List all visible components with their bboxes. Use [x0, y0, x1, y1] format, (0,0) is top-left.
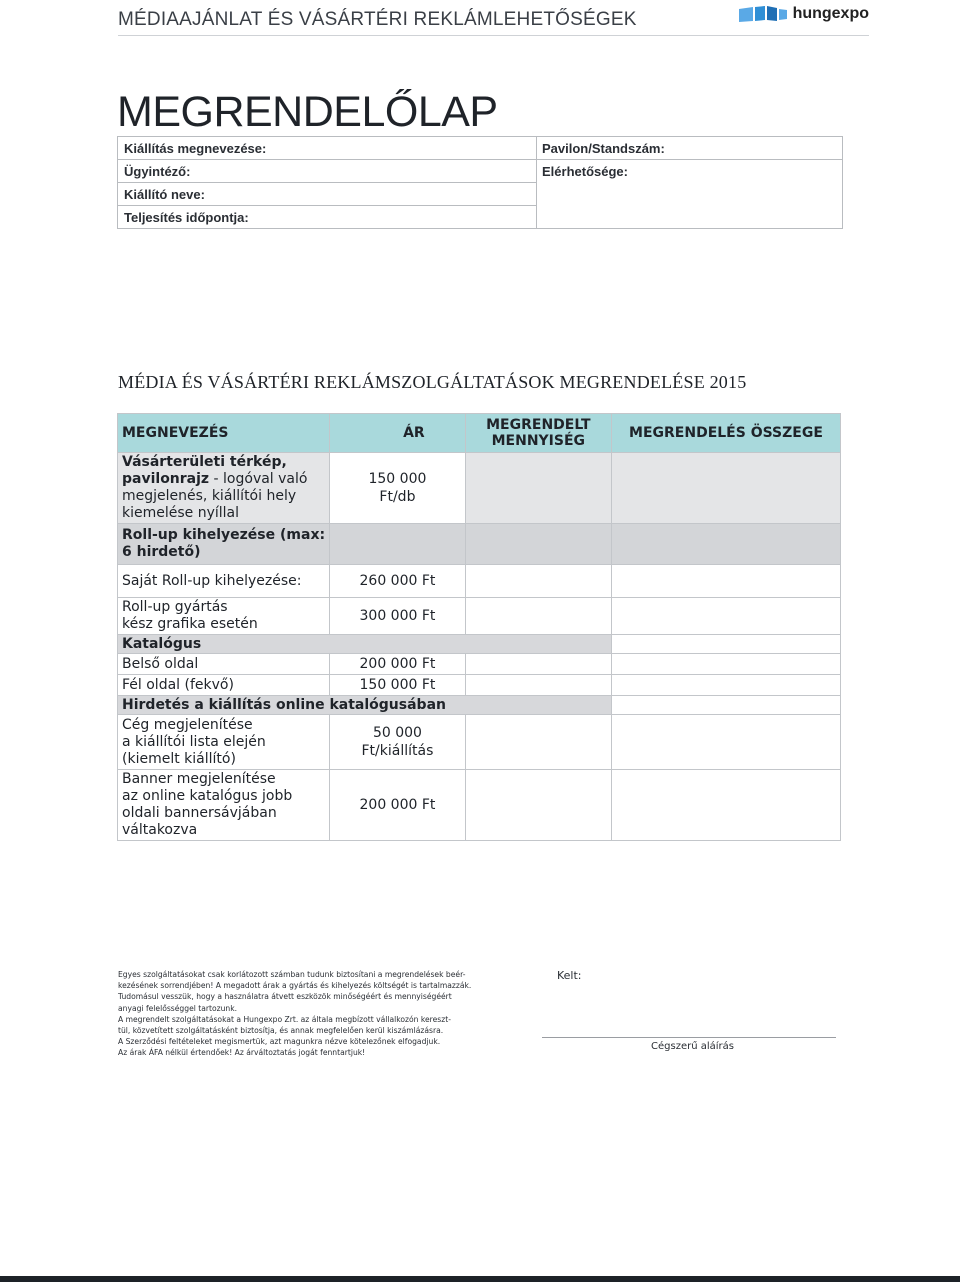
company-price-line1: 50 000 — [372, 725, 422, 741]
header-total: MEGRENDELÉS ÖSSZEGE — [611, 414, 840, 453]
company-display-total[interactable] — [611, 715, 840, 770]
inner-page-total[interactable] — [611, 654, 840, 675]
hungexpo-logo — [739, 5, 869, 23]
header-name: MEGNEVEZÉS — [118, 414, 330, 453]
map-item-bold: Vásárterületi térkép, pavilonrajz — [122, 454, 287, 487]
page-title: MEGRENDELŐLAP — [117, 88, 498, 136]
table-row-half-page — [118, 675, 841, 696]
banner-display-total[interactable] — [611, 770, 840, 841]
info-right-column — [536, 137, 842, 183]
logo-mark-icon — [739, 5, 787, 23]
table-row-banner-display — [118, 770, 841, 841]
rollup-make-price: 300 000 Ft — [330, 598, 465, 635]
inner-page-price: 200 000 Ft — [330, 654, 465, 675]
map-price-line2: Ft/db — [379, 489, 416, 505]
table-row-rollup-make — [118, 598, 841, 635]
table-row-company-display — [118, 715, 841, 770]
info-left-column — [118, 137, 537, 228]
map-price-line1: 150 000 — [368, 471, 427, 487]
order-info-box — [117, 136, 843, 229]
catalog-heading: Katalógus — [118, 635, 612, 654]
bottom-bar — [0, 1276, 960, 1282]
table-row-online-heading — [118, 696, 841, 715]
online-heading-total — [611, 696, 840, 715]
signature-label: Cégszerű aláírás — [651, 1041, 734, 1052]
note-line: Az árak ÁFA nélkül értendőek! Az árváltoztatás jogát fenntartjuk! — [118, 1048, 366, 1058]
rollup-heading-price — [330, 524, 465, 565]
logo-text: hungexpo — [792, 5, 869, 22]
note-line: kezésének sorrendjében! A megadott árak a gyártás és kihelyezés költségét is tartalmazzák. — [118, 981, 472, 991]
table-row-map — [118, 453, 841, 524]
map-total-cell[interactable] — [611, 453, 840, 524]
header-quantity-line1: MEGRENDELT — [486, 417, 591, 433]
company-display-line3: (kiemelt kiállító) — [122, 750, 236, 767]
table-row-rollup-heading — [118, 524, 841, 565]
rollup-make-qty[interactable] — [465, 598, 611, 635]
header-quantity — [465, 414, 611, 453]
half-page-name: Fél oldal (fekvő) — [118, 675, 330, 696]
document-header — [118, 5, 869, 36]
banner-display-line2: az online katalógus jobb — [122, 788, 293, 804]
rollup-make-line2: kész grafika esetén — [122, 616, 258, 632]
banner-display-qty[interactable] — [465, 770, 611, 841]
company-display-qty[interactable] — [465, 715, 611, 770]
administrator-field[interactable]: Ügyintéző: — [118, 160, 536, 183]
banner-display-line3: oldali bannersávjában — [122, 805, 277, 821]
note-line: anyagi felelősséggel tartozunk. — [118, 1003, 238, 1013]
half-page-qty[interactable] — [465, 675, 611, 696]
rollup-make-total[interactable] — [611, 598, 840, 635]
company-price-line2: Ft/kiállítás — [361, 743, 434, 759]
banner-display-name — [118, 770, 330, 841]
completion-date-field[interactable]: Teljesítés időpontja: — [124, 210, 249, 225]
rollup-make-name — [118, 598, 330, 635]
document-header-title: MÉDIAAJÁNLAT ÉS VÁSÁRTÉRI REKLÁMLEHETŐSÉGEK — [118, 9, 637, 30]
own-rollup-qty[interactable] — [465, 565, 611, 598]
date-label: Kelt: — [557, 969, 582, 982]
order-table — [117, 413, 841, 841]
map-item-price — [330, 453, 465, 524]
own-rollup-price: 260 000 Ft — [330, 565, 465, 598]
header-quantity-line2: MENNYISÉG — [491, 433, 586, 449]
table-row-own-rollup — [118, 565, 841, 598]
header-price: ÁR — [330, 414, 465, 453]
section-title: MÉDIA ÉS VÁSÁRTÉRI REKLÁMSZOLGÁLTATÁSOK MEGRENDELÉSE 2015 — [118, 372, 747, 392]
online-heading: Hirdetés a kiállítás online katalógusában — [118, 696, 612, 715]
table-header-row — [118, 414, 841, 453]
rollup-heading-qty — [465, 524, 611, 565]
half-page-total[interactable] — [611, 675, 840, 696]
catalog-heading-total — [611, 635, 840, 654]
table-row-inner-page — [118, 654, 841, 675]
exhibition-name-field[interactable]: Kiállítás megnevezése: — [118, 137, 536, 160]
pavilion-field[interactable]: Pavilon/Standszám: — [536, 137, 842, 160]
map-item-name — [118, 453, 330, 524]
own-rollup-name: Saját Roll-up kihelyezése: — [118, 565, 330, 598]
banner-display-line1: Banner megjelenítése — [122, 771, 276, 787]
company-display-line2: a kiállítói lista elején — [122, 733, 266, 750]
banner-display-line4: váltakozva — [122, 822, 198, 838]
note-line: A megrendelt szolgáltatásokat a Hungexpo Zrt. az általa megbízott vállalkozón kereszt- — [118, 1014, 451, 1024]
note-line: A Szerződési feltételeket megismertük, azt magunkra nézve kötelezőnek elfogadjuk. — [118, 1037, 441, 1047]
own-rollup-total[interactable] — [611, 565, 840, 598]
inner-page-qty[interactable] — [465, 654, 611, 675]
contact-field[interactable]: Elérhetősége: — [542, 164, 628, 179]
map-quantity-cell[interactable] — [465, 453, 611, 524]
banner-display-price: 200 000 Ft — [330, 770, 465, 841]
exhibitor-name-field[interactable]: Kiállító neve: — [118, 183, 536, 206]
company-display-line1: Cég megjelenítése — [122, 716, 253, 733]
rollup-heading: Roll-up kihelyezése (max: 6 hirdető) — [118, 524, 330, 565]
half-page-price: 150 000 Ft — [330, 675, 465, 696]
note-line: tül, közvetített szolgáltatásként biztosítja, és annak megfelelően kerül kiszámlázásra. — [118, 1026, 444, 1036]
note-line: Tudomásul vesszük, hogy a használatra átvett eszközök minőségéért és mennyiségéért — [118, 992, 452, 1002]
rollup-heading-total — [611, 524, 840, 565]
map-item-rest: - logóval való megjelenés, kiállítói hely kiemelése nyíllal — [122, 471, 308, 521]
inner-page-name: Belső oldal — [118, 654, 330, 675]
table-row-catalog-heading — [118, 635, 841, 654]
rollup-make-line1: Roll-up gyártás — [122, 599, 228, 615]
company-display-name — [118, 715, 330, 770]
terms-notes — [118, 969, 480, 1059]
signature-line[interactable] — [542, 1037, 836, 1038]
company-display-price — [330, 715, 465, 770]
note-line: Egyes szolgáltatásokat csak korlátozott számban tudunk biztosítani a megrendelések beér- — [118, 970, 466, 979]
